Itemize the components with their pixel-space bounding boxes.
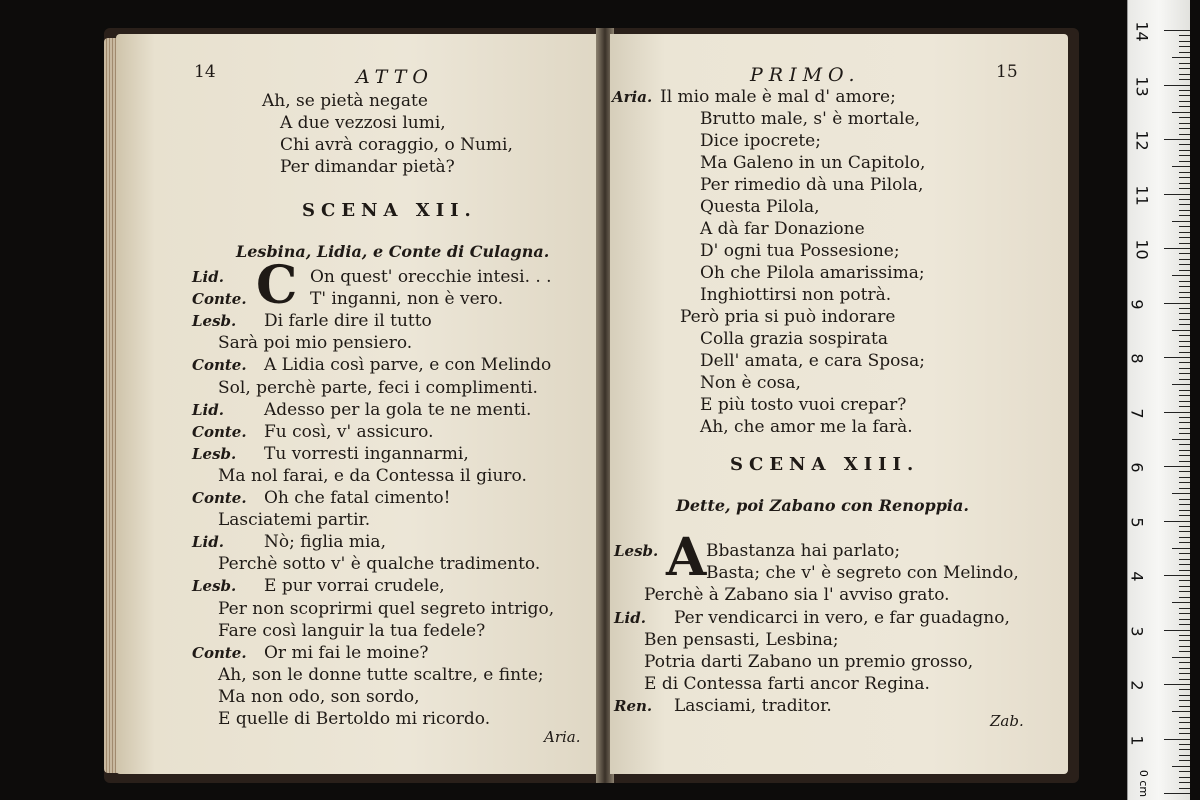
speaker-label: Conte.: [192, 489, 247, 507]
dialogue-line: E quelle di Bertoldo mi ricordo.: [218, 709, 491, 729]
aria-line: Inghiottirsi non potrà.: [700, 285, 892, 305]
ruler-tick: [1179, 422, 1190, 423]
left-page: [116, 34, 602, 774]
ruler-tick: [1179, 706, 1190, 707]
ruler-tick: [1179, 264, 1190, 265]
ruler-number: 11: [1132, 184, 1152, 206]
aria-line: Dice ipocrete;: [700, 131, 821, 151]
stage-direction: Dette, poi Zabano con Renoppia.: [676, 496, 969, 515]
ruler-tick: [1179, 232, 1190, 233]
scene-title: SCENA XIII.: [730, 454, 920, 475]
ruler-tick: [1179, 728, 1190, 729]
ruler-tick: [1172, 275, 1190, 276]
ruler-unit: 0 cm: [1137, 769, 1151, 798]
speaker-label: Lesb.: [192, 312, 237, 331]
dialogue-line: Or mi fai le moine?: [264, 642, 429, 663]
ruler-tick: [1179, 531, 1190, 532]
right-page: [610, 34, 1068, 774]
ruler-tick: [1179, 471, 1190, 472]
dialogue-line: Tu vorresti ingannarmi,: [264, 443, 469, 464]
ruler-number: 4: [1127, 571, 1147, 582]
ruler-tick: [1179, 341, 1190, 342]
aria-line: Colla grazia sospirata: [700, 329, 888, 349]
speaker-label: Lid.: [192, 533, 224, 552]
aria-label: Aria.: [612, 88, 653, 106]
ruler-tick: [1179, 123, 1190, 124]
ruler-tick: [1179, 482, 1190, 483]
ruler-tick: [1179, 777, 1190, 778]
ruler-tick: [1179, 390, 1190, 391]
ruler-tick: [1179, 651, 1190, 652]
ruler-tick: [1179, 722, 1190, 723]
ruler-tick: [1179, 749, 1190, 750]
aria-line: Però pria si può indorare: [680, 307, 896, 327]
ruler-tick: [1179, 673, 1190, 674]
ruler-tick: [1179, 570, 1190, 571]
ruler-tick: [1179, 510, 1190, 511]
drop-cap: C: [256, 255, 298, 316]
dialogue-line: A Lidia così parve, e con Melindo: [264, 355, 552, 376]
ruler-tick: [1179, 74, 1190, 75]
ruler-tick: [1179, 553, 1190, 554]
ruler-tick: [1179, 297, 1190, 298]
ruler-tick: [1179, 128, 1190, 129]
ruler-tick: [1179, 155, 1190, 156]
scene-title: SCENA XII.: [302, 200, 477, 221]
ruler-tick: [1179, 597, 1190, 598]
ruler-tick: [1172, 766, 1190, 767]
ruler-tick: [1179, 253, 1190, 254]
ruler-tick: [1172, 384, 1190, 385]
ruler-tick: [1179, 788, 1190, 789]
ruler-tick: [1179, 433, 1190, 434]
ruler-tick: [1179, 559, 1190, 560]
dialogue-line: Fu così, v' assicuro.: [264, 421, 434, 442]
ruler-tick: [1179, 717, 1190, 718]
ruler-tick: [1164, 575, 1190, 576]
ruler-tick: [1164, 412, 1190, 413]
ruler-tick: [1179, 270, 1190, 271]
ruler-tick: [1172, 548, 1190, 549]
ruler-tick: [1179, 401, 1190, 402]
ruler-tick: [1172, 711, 1190, 712]
ruler-tick: [1179, 161, 1190, 162]
ruler-tick: [1172, 493, 1190, 494]
ruler-tick: [1179, 619, 1190, 620]
ruler-tick: [1179, 134, 1190, 135]
ruler-tick: [1179, 308, 1190, 309]
page-number-left: 14: [194, 62, 216, 82]
ruler-tick: [1179, 210, 1190, 211]
dialogue-line: Basta; che v' è segreto con Melindo,: [706, 563, 1019, 584]
ruler-tick: [1164, 466, 1190, 467]
ruler-tick: [1179, 46, 1190, 47]
ruler-tick: [1164, 793, 1190, 794]
dialogue-line: Nò; figlia mia,: [264, 532, 386, 553]
open-book: [104, 28, 1079, 783]
ruler-tick: [1164, 357, 1190, 358]
aria-line: Il mio male è mal d' amore;: [660, 87, 896, 107]
dialogue-line: Perchè à Zabano sia l' avviso grato.: [644, 585, 950, 606]
ruler-number: 12: [1132, 130, 1152, 151]
ruler-tick: [1179, 259, 1190, 260]
ruler-tick: [1179, 362, 1190, 363]
drop-cap: A: [666, 527, 707, 588]
running-head-left: ATTO: [356, 66, 434, 88]
aria-line: Brutto male, s' è mortale,: [700, 109, 921, 129]
aria-line: Ma Galeno in un Capitolo,: [700, 153, 926, 173]
ruler-tick: [1179, 526, 1190, 527]
ruler-tick: [1179, 662, 1190, 663]
ruler-tick: [1179, 499, 1190, 500]
speaker-label: Lid.: [192, 268, 224, 286]
ruler-tick: [1179, 172, 1190, 173]
aria-line: D' ogni tua Possesione;: [700, 241, 900, 261]
ruler-tick: [1179, 177, 1190, 178]
ruler-tick: [1179, 79, 1190, 80]
speaker-label: Lesb.: [192, 577, 237, 596]
ruler-tick: [1179, 450, 1190, 451]
ruler-tick: [1179, 635, 1190, 636]
ruler-tick: [1179, 106, 1190, 107]
ruler-tick: [1179, 352, 1190, 353]
dialogue-line: Sarà poi mio pensiero.: [218, 333, 413, 354]
ruler-tick: [1179, 90, 1190, 91]
ruler-tick: [1179, 624, 1190, 625]
ruler-tick: [1179, 52, 1190, 53]
ruler-tick: [1179, 324, 1190, 325]
ruler-tick: [1172, 112, 1190, 113]
ruler-tick: [1164, 248, 1190, 249]
dialogue-line: Potria darti Zabano un premio grosso,: [644, 652, 974, 672]
dialogue-line: Lasciatemi partir.: [218, 510, 371, 531]
ruler-tick: [1179, 428, 1190, 429]
speaker-label: Lid.: [614, 608, 646, 627]
ruler-tick: [1164, 30, 1190, 31]
ruler-tick: [1179, 346, 1190, 347]
running-head-right: PRIMO.: [750, 64, 861, 86]
verse-line: A due vezzosi lumi,: [280, 113, 446, 133]
ruler-tick: [1164, 684, 1190, 685]
ruler-tick: [1179, 564, 1190, 565]
speaker-label: Conte.: [192, 290, 247, 309]
aria-line: Dell' amata, e cara Sposa;: [700, 351, 925, 371]
ruler-tick: [1179, 591, 1190, 592]
ruler-tick: [1179, 515, 1190, 516]
catchword: Aria.: [544, 728, 581, 746]
speaker-label: Conte.: [192, 356, 247, 375]
ruler-number: 3: [1127, 625, 1147, 637]
dialogue-line: Di farle dire il tutto: [264, 311, 432, 332]
ruler-tick: [1179, 237, 1190, 238]
speaker-label: Lesb.: [192, 444, 237, 463]
verse-line: Ah, se pietà negate: [262, 91, 428, 111]
ruler-number: 8: [1127, 353, 1147, 364]
aria-line: Questa Pilola,: [700, 197, 820, 217]
ruler-number: 6: [1127, 462, 1147, 473]
dialogue-line: Adesso per la gola te ne menti.: [264, 399, 532, 420]
ruler-tick: [1179, 395, 1190, 396]
ruler-tick: [1179, 144, 1190, 145]
ruler-tick: [1179, 695, 1190, 696]
ruler-number: 5: [1127, 516, 1147, 528]
ruler-tick: [1179, 335, 1190, 336]
page-number-right: 15: [996, 62, 1018, 82]
dialogue-line: Ben pensasti, Lesbina;: [644, 629, 839, 650]
dialogue-line: E pur vorrai crudele,: [264, 576, 445, 597]
ruler-tick: [1172, 602, 1190, 603]
ruler-tick: [1164, 630, 1190, 631]
ruler-number: 7: [1127, 407, 1147, 419]
ruler-tick: [1179, 215, 1190, 216]
dialogue-line: Ah, son le donne tutte scaltre, e finte;: [218, 664, 544, 685]
ruler-tick: [1179, 613, 1190, 614]
ruler-tick: [1179, 689, 1190, 690]
ruler-tick: [1179, 41, 1190, 42]
ruler-tick: [1172, 439, 1190, 440]
verse-line: Chi avrà coraggio, o Numi,: [280, 135, 513, 155]
dialogue-line: Ma nol farai, e da Contessa il giuro.: [218, 465, 527, 486]
ruler-tick: [1179, 504, 1190, 505]
ruler-tick: [1179, 68, 1190, 69]
dialogue-line: Sol, perchè parte, feci i complimenti.: [218, 377, 538, 398]
ruler-tick: [1179, 101, 1190, 102]
ruler-tick: [1179, 319, 1190, 320]
ruler-tick: [1179, 292, 1190, 293]
ruler-tick: [1179, 313, 1190, 314]
ruler-tick: [1179, 406, 1190, 407]
ruler-tick: [1179, 771, 1190, 772]
dialogue-line: Perchè sotto v' è qualche tradimento.: [218, 554, 541, 575]
ruler-tick: [1179, 542, 1190, 543]
ruler-tick: [1179, 188, 1190, 189]
ruler-tick: [1164, 139, 1190, 140]
ruler-tick: [1179, 744, 1190, 745]
ruler-tick: [1179, 417, 1190, 418]
ruler-tick: [1179, 461, 1190, 462]
aria-line: Ah, che amor me la farà.: [700, 417, 913, 437]
aria-line: Oh che Pilola amarissima;: [700, 263, 925, 283]
ruler-tick: [1179, 640, 1190, 641]
dialogue-line: On quest' orecchie intesi. . .: [310, 267, 552, 287]
dialogue-line: E di Contessa farti ancor Regina.: [644, 674, 930, 695]
dialogue-line: Oh che fatal cimento!: [264, 488, 451, 508]
ruler-tick: [1172, 57, 1190, 58]
ruler-tick: [1179, 444, 1190, 445]
ruler-tick: [1179, 373, 1190, 374]
speaker-label: Conte.: [192, 643, 247, 662]
ruler-tick: [1179, 226, 1190, 227]
ruler-tick: [1179, 782, 1190, 783]
ruler-number: 1: [1127, 734, 1147, 746]
ruler-tick: [1179, 95, 1190, 96]
ruler-number: 14: [1132, 21, 1152, 42]
dialogue-line: Per vendicarci in vero, e far guadagno,: [674, 607, 1010, 628]
ruler-tick: [1179, 199, 1190, 200]
speaker-label: Ren.: [614, 697, 653, 716]
verse-line: Per dimandar pietà?: [280, 157, 455, 177]
ruler-number: 9: [1127, 298, 1147, 310]
dialogue-line: Bbastanza hai parlato;: [706, 541, 901, 561]
ruler-tick: [1179, 488, 1190, 489]
dialogue-line: Fare così languir la tua fedele?: [218, 620, 486, 641]
dialogue-line: Ma non odo, son sordo,: [218, 686, 420, 707]
aria-line: Non è cosa,: [700, 373, 801, 393]
ruler-number: 13: [1132, 75, 1152, 97]
ruler-tick: [1172, 166, 1190, 167]
ruler-tick: [1179, 368, 1190, 369]
ruler-number: 2: [1127, 680, 1147, 691]
ruler-tick: [1179, 580, 1190, 581]
aria-line: E più tosto vuoi crepar?: [700, 395, 907, 415]
dialogue-line: Lasciami, traditor.: [674, 696, 832, 717]
speaker-label: Lid.: [192, 400, 224, 419]
ruler-tick: [1179, 183, 1190, 184]
ruler-tick: [1179, 755, 1190, 756]
ruler-tick: [1179, 760, 1190, 761]
speaker-label: Lesb.: [614, 542, 659, 560]
ruler-tick: [1179, 700, 1190, 701]
dialogue-line: T' inganni, non è vero.: [310, 289, 504, 310]
ruler-tick: [1179, 608, 1190, 609]
ruler-tick: [1164, 303, 1190, 304]
ruler-tick: [1172, 330, 1190, 331]
aria-line: Per rimedio dà una Pilola,: [700, 175, 924, 195]
aria-line: A dà far Donazione: [700, 219, 865, 239]
ruler-tick: [1179, 286, 1190, 287]
ruler-tick: [1164, 85, 1190, 86]
measuring-ruler: [1127, 0, 1190, 800]
ruler-tick: [1179, 150, 1190, 151]
ruler-tick: [1179, 679, 1190, 680]
ruler-tick: [1164, 521, 1190, 522]
ruler-tick: [1179, 646, 1190, 647]
ruler-tick: [1179, 63, 1190, 64]
ruler-tick: [1179, 733, 1190, 734]
speaker-label: Conte.: [192, 422, 247, 441]
dialogue-line: Per non scoprirmi quel segreto intrigo,: [218, 598, 555, 619]
ruler-tick: [1164, 739, 1190, 740]
ruler-tick: [1179, 455, 1190, 456]
ruler-number: 10: [1132, 239, 1152, 260]
ruler-tick: [1179, 537, 1190, 538]
ruler-tick: [1172, 221, 1190, 222]
ruler-tick: [1179, 379, 1190, 380]
ruler-tick: [1179, 281, 1190, 282]
ruler-tick: [1172, 657, 1190, 658]
ruler-tick: [1179, 35, 1190, 36]
ruler-tick: [1179, 668, 1190, 669]
catchword: Zab.: [990, 712, 1024, 730]
ruler-tick: [1179, 117, 1190, 118]
ruler-tick: [1179, 204, 1190, 205]
ruler-tick: [1179, 477, 1190, 478]
ruler-tick: [1179, 586, 1190, 587]
ruler-tick: [1164, 194, 1190, 195]
ruler-tick: [1179, 243, 1190, 244]
stage-direction: Lesbina, Lidia, e Conte di Culagna.: [236, 242, 550, 261]
